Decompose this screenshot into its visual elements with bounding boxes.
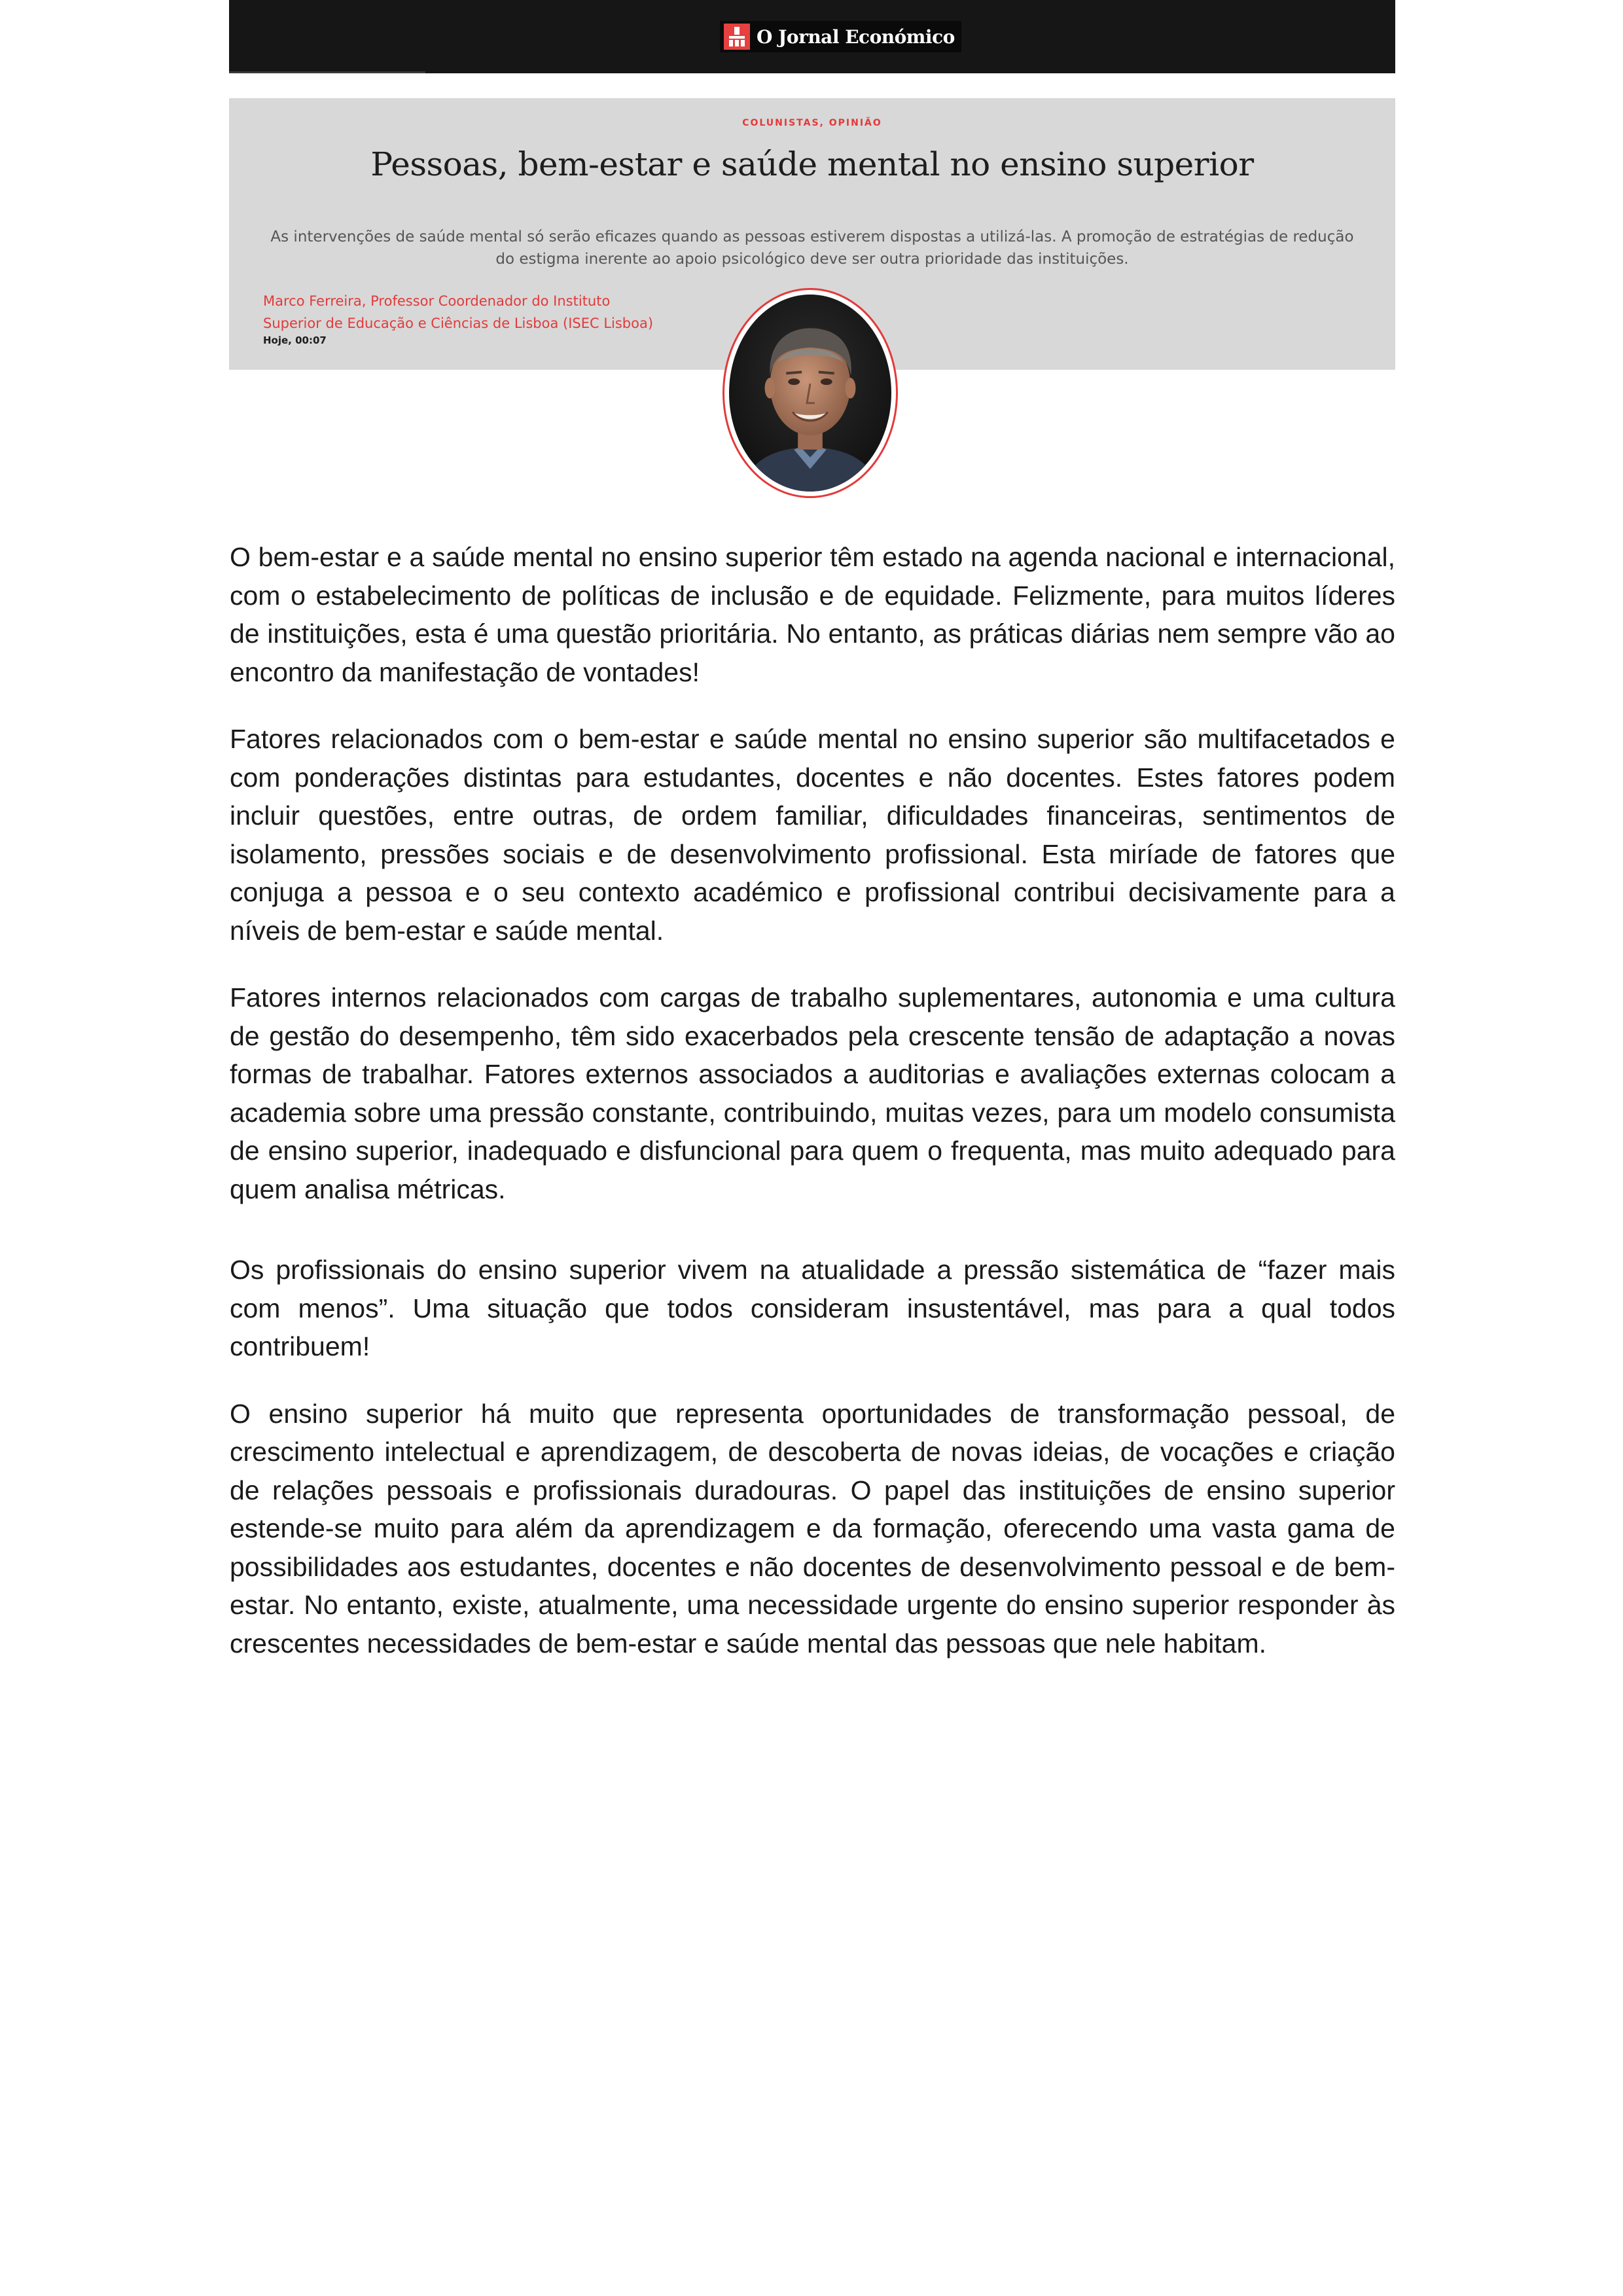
- body-paragraph: O bem-estar e a saúde mental no ensino superior têm estado na agenda nacional e internacional, com o estabelecimento de políticas de inclusão e de equidade. Felizmente, para muitos líderes de instituições, esta é uma questão prioritária. No entanto, as práticas diárias nem sempre vão ao encontro da manifestação de vontades!: [230, 542, 1395, 687]
- article-category[interactable]: COLUNISTAS, OPINIÃO: [742, 118, 882, 128]
- author-avatar: [722, 288, 898, 498]
- article-body: [230, 538, 1395, 1691]
- article-date: Hoje, 00:07: [263, 334, 327, 346]
- article-author[interactable]: [263, 290, 653, 334]
- site-logo-text: O Jornal Económico: [757, 26, 955, 48]
- author-line-1: Marco Ferreira, Professor Coordenador do Instituto: [263, 293, 611, 309]
- body-paragraph: Fatores internos relacionados com cargas de trabalho suplementares, autonomia e uma cultura de gestão do desempenho, têm sido exacerbados pela crescente tensão de adaptação a novas formas de trabalhar. Fatores externos associados a auditorias e avaliações externas colocam a academia sobre uma pressão constante, contribuindo, muitas vezes, para um modelo consumista de ensino superior, inadequado e disfuncional para quem o frequenta, mas muito adequado para quem analisa métricas.: [230, 982, 1395, 1204]
- newspaper-icon: [724, 24, 750, 50]
- article-title: Pessoas, bem-estar e saúde mental no ensino superior: [370, 145, 1254, 183]
- body-paragraph: Os profissionais do ensino superior vivem na atualidade a pressão sistemática de “fazer mais com menos”. Uma situação que todos consideram insustentável, mas para a qual todos contribuem!: [230, 1255, 1395, 1361]
- author-line-2: Superior de Educação e Ciências de Lisboa (ISEC Lisboa): [263, 315, 654, 331]
- masthead-divider: [229, 71, 425, 73]
- body-paragraph: O ensino superior há muito que representa oportunidades de transformação pessoal, de crescimento intelectual e aprendizagem, de descoberta de novas ideias, de vocações e criação de relações pessoais e profissionais duradouras. O papel das instituições de ensino superior estende-se muito para além da aprendizagem e da formação, oferecendo uma vasta gama de possibilidades aos estudantes, docentes e não docentes de desenvolvimento pessoal e de bem-estar. No entanto, existe, atualmente, uma necessidade urgente do ensino superior responder às crescentes necessidades de bem-estar e saúde mental das pessoas que nele habitam.: [230, 1398, 1395, 1659]
- body-paragraph: Fatores relacionados com o bem-estar e saúde mental no ensino superior são multifacetados e com ponderações distintas para estudantes, docentes e não docentes. Estes fatores podem incluir questões, entre outras, de ordem familiar, dificuldades financeiras, sentimentos de isolamento, pressões sociais e de desenvolvimento profissional. Esta miríade de fatores que conjuga a pessoa e o seu contexto académico e profissional contribui decisivamente para a níveis de bem-estar e saúde mental.: [230, 724, 1395, 946]
- masthead-bar: [229, 0, 1395, 73]
- site-logo[interactable]: [720, 21, 961, 52]
- article-lede: As intervenções de saúde mental só serão eficazes quando as pessoas estiverem dispostas a utilizá-las. A promoção de estratégias de redução do estigma inerente ao apoio psicológico deve ser outra prioridade das instituições.: [270, 228, 1354, 268]
- author-portrait-image: [729, 295, 891, 492]
